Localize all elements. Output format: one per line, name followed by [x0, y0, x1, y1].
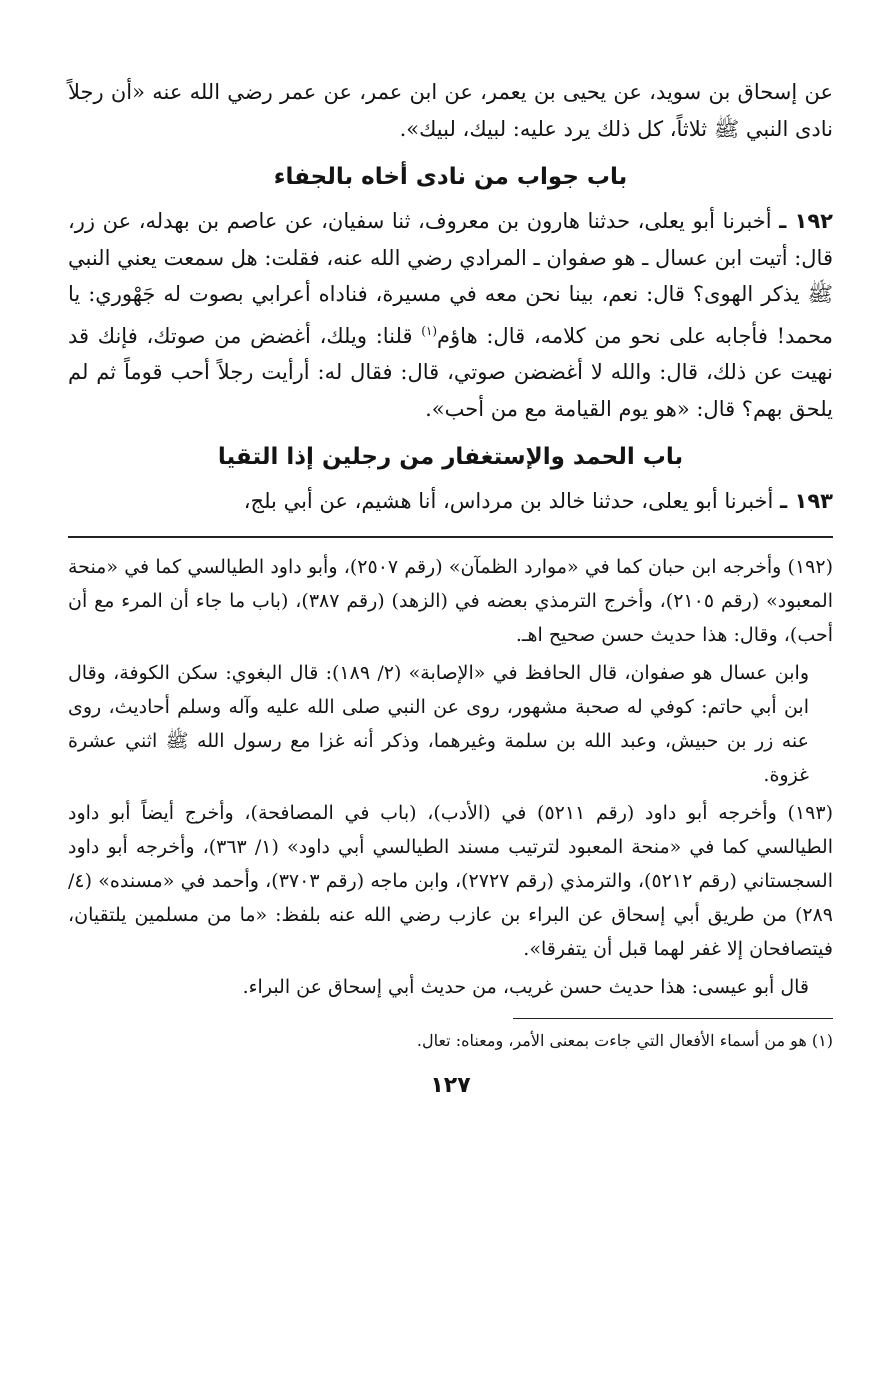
hadith-192-paragraph: [68, 203, 833, 427]
hadith-192-text-a: أخبرنا أبو يعلى، حدثنا هارون بن معروف، ثنا سفيان، عن عاصم بن بهدله، عن زر، قال: أتيت ابن عسال ـ هو صفوان ـ المرادي رضي الله عنه، فقلت: هل سمعت يعني النبي ﷺ يذكر الهوى؟ قال: نعم، بينا نحن معه في مسيرة، فناداه أعرابي بصوت له جَهْوري: يا محمد! فأجابه على نحو من كلامه، قال: هاؤم: [68, 209, 833, 348]
hadith-192-text-b: قلنا: ويلك، أغضض من صوتك، فإنك قد نهيت عن ذلك، قال: والله لا أغضضن صوتي، قال: فقال له: أرأيت رجلاً أحب قوماً ثم لم يلحق بهم؟ قال: «هو يوم القيامة مع من أحب».: [68, 323, 833, 421]
page: [68, 74, 833, 1098]
footnote-1: (١) هو من أسماء الأفعال التي جاءت بمعنى الأمر، ومعناه: تعال.: [416, 1030, 833, 1050]
note-193-b: قال أبو عيسى: هذا حديث حسن غريب، من حديث أبي إسحاق عن البراء.: [242, 975, 809, 998]
notes-divider: [68, 536, 833, 538]
note-193-a: (١٩٣) وأخرجه أبو داود (رقم ٥٢١١) في (الأدب)، (باب في المصافحة)، وأخرج أيضاً أبو داود الطيالسي كما في «منحة المعبود لترتيب مسند الطيالسي أبي داود» (١/ ٣٦٣)، وأخرجه أبو داود السجستاني (رقم ٥٢١٢)، والترمذي (رقم ٢٧٢٧)، وابن ماجه (رقم ٣٧٠٣)، وأحمد في «مسنده» (٤/ ٢٨٩) من طريق أبي إسحاق عن البراء بن عازب رضي الله عنه بلفظ: «ما من مسلمين يلتقيان، فيتصافحان إلا غفر لهما قبل أن يتفرقا».: [68, 801, 833, 960]
note-192-a: (١٩٢) وأخرجه ابن حبان كما في «موارد الظمآن» (رقم ٢٥٠٧)، وأبو داود الطيالسي كما في «منحة المعبود» (رقم ٢١٠٥)، وأخرج الترمذي بعضه في (الزهد) (رقم ٣٨٧)، (باب ما جاء أن المرء مع أن أحب)، وقال: هذا حديث حسن صحيح اهـ.: [68, 555, 833, 646]
intro-paragraph: عن إسحاق بن سويد، عن يحيى بن يعمر، عن ابن عمر، عن عمر رضي الله عنه «أن رجلاً نادى النبي ﷺ ثلاثاً، كل ذلك يرد عليه: لبيك، لبيك».: [68, 80, 833, 141]
chapter-heading-1: باب جواب من نادى أخاه بالجفاء: [273, 164, 628, 190]
hadith-193-paragraph: [68, 483, 833, 520]
hadith-192-number: ١٩٢ ـ: [779, 209, 833, 233]
hadith-193-number: ١٩٣ ـ: [780, 489, 833, 513]
main-text: [68, 74, 833, 520]
note-192-b: وابن عسال هو صفوان، قال الحافظ في «الإصابة» (٢/ ١٨٩): قال البغوي: سكن الكوفة، وقال ابن أبي حاتم: كوفي له صحبة مشهور، روى عن النبي صلى الله عليه وآله وسلم أحاديث، روى عنه زر بن حبيش، وعبد الله بن سلمة وغيرهما، وذكر أنه غزا مع رسول الله ﷺ اثني عشرة غزوة.: [68, 661, 809, 786]
footnote-marker-1: (١): [421, 323, 438, 338]
hadith-193-text: أخبرنا أبو يعلى، حدثنا خالد بن مرداس، أنا هشيم، عن أبي بلج،: [243, 489, 781, 513]
page-number: ١٢٧: [430, 1072, 471, 1098]
footnote-divider: [513, 1018, 833, 1019]
notes-section: [68, 550, 833, 1004]
chapter-heading-2: باب الحمد والإستغفار من رجلين إذا التقيا: [217, 444, 684, 470]
